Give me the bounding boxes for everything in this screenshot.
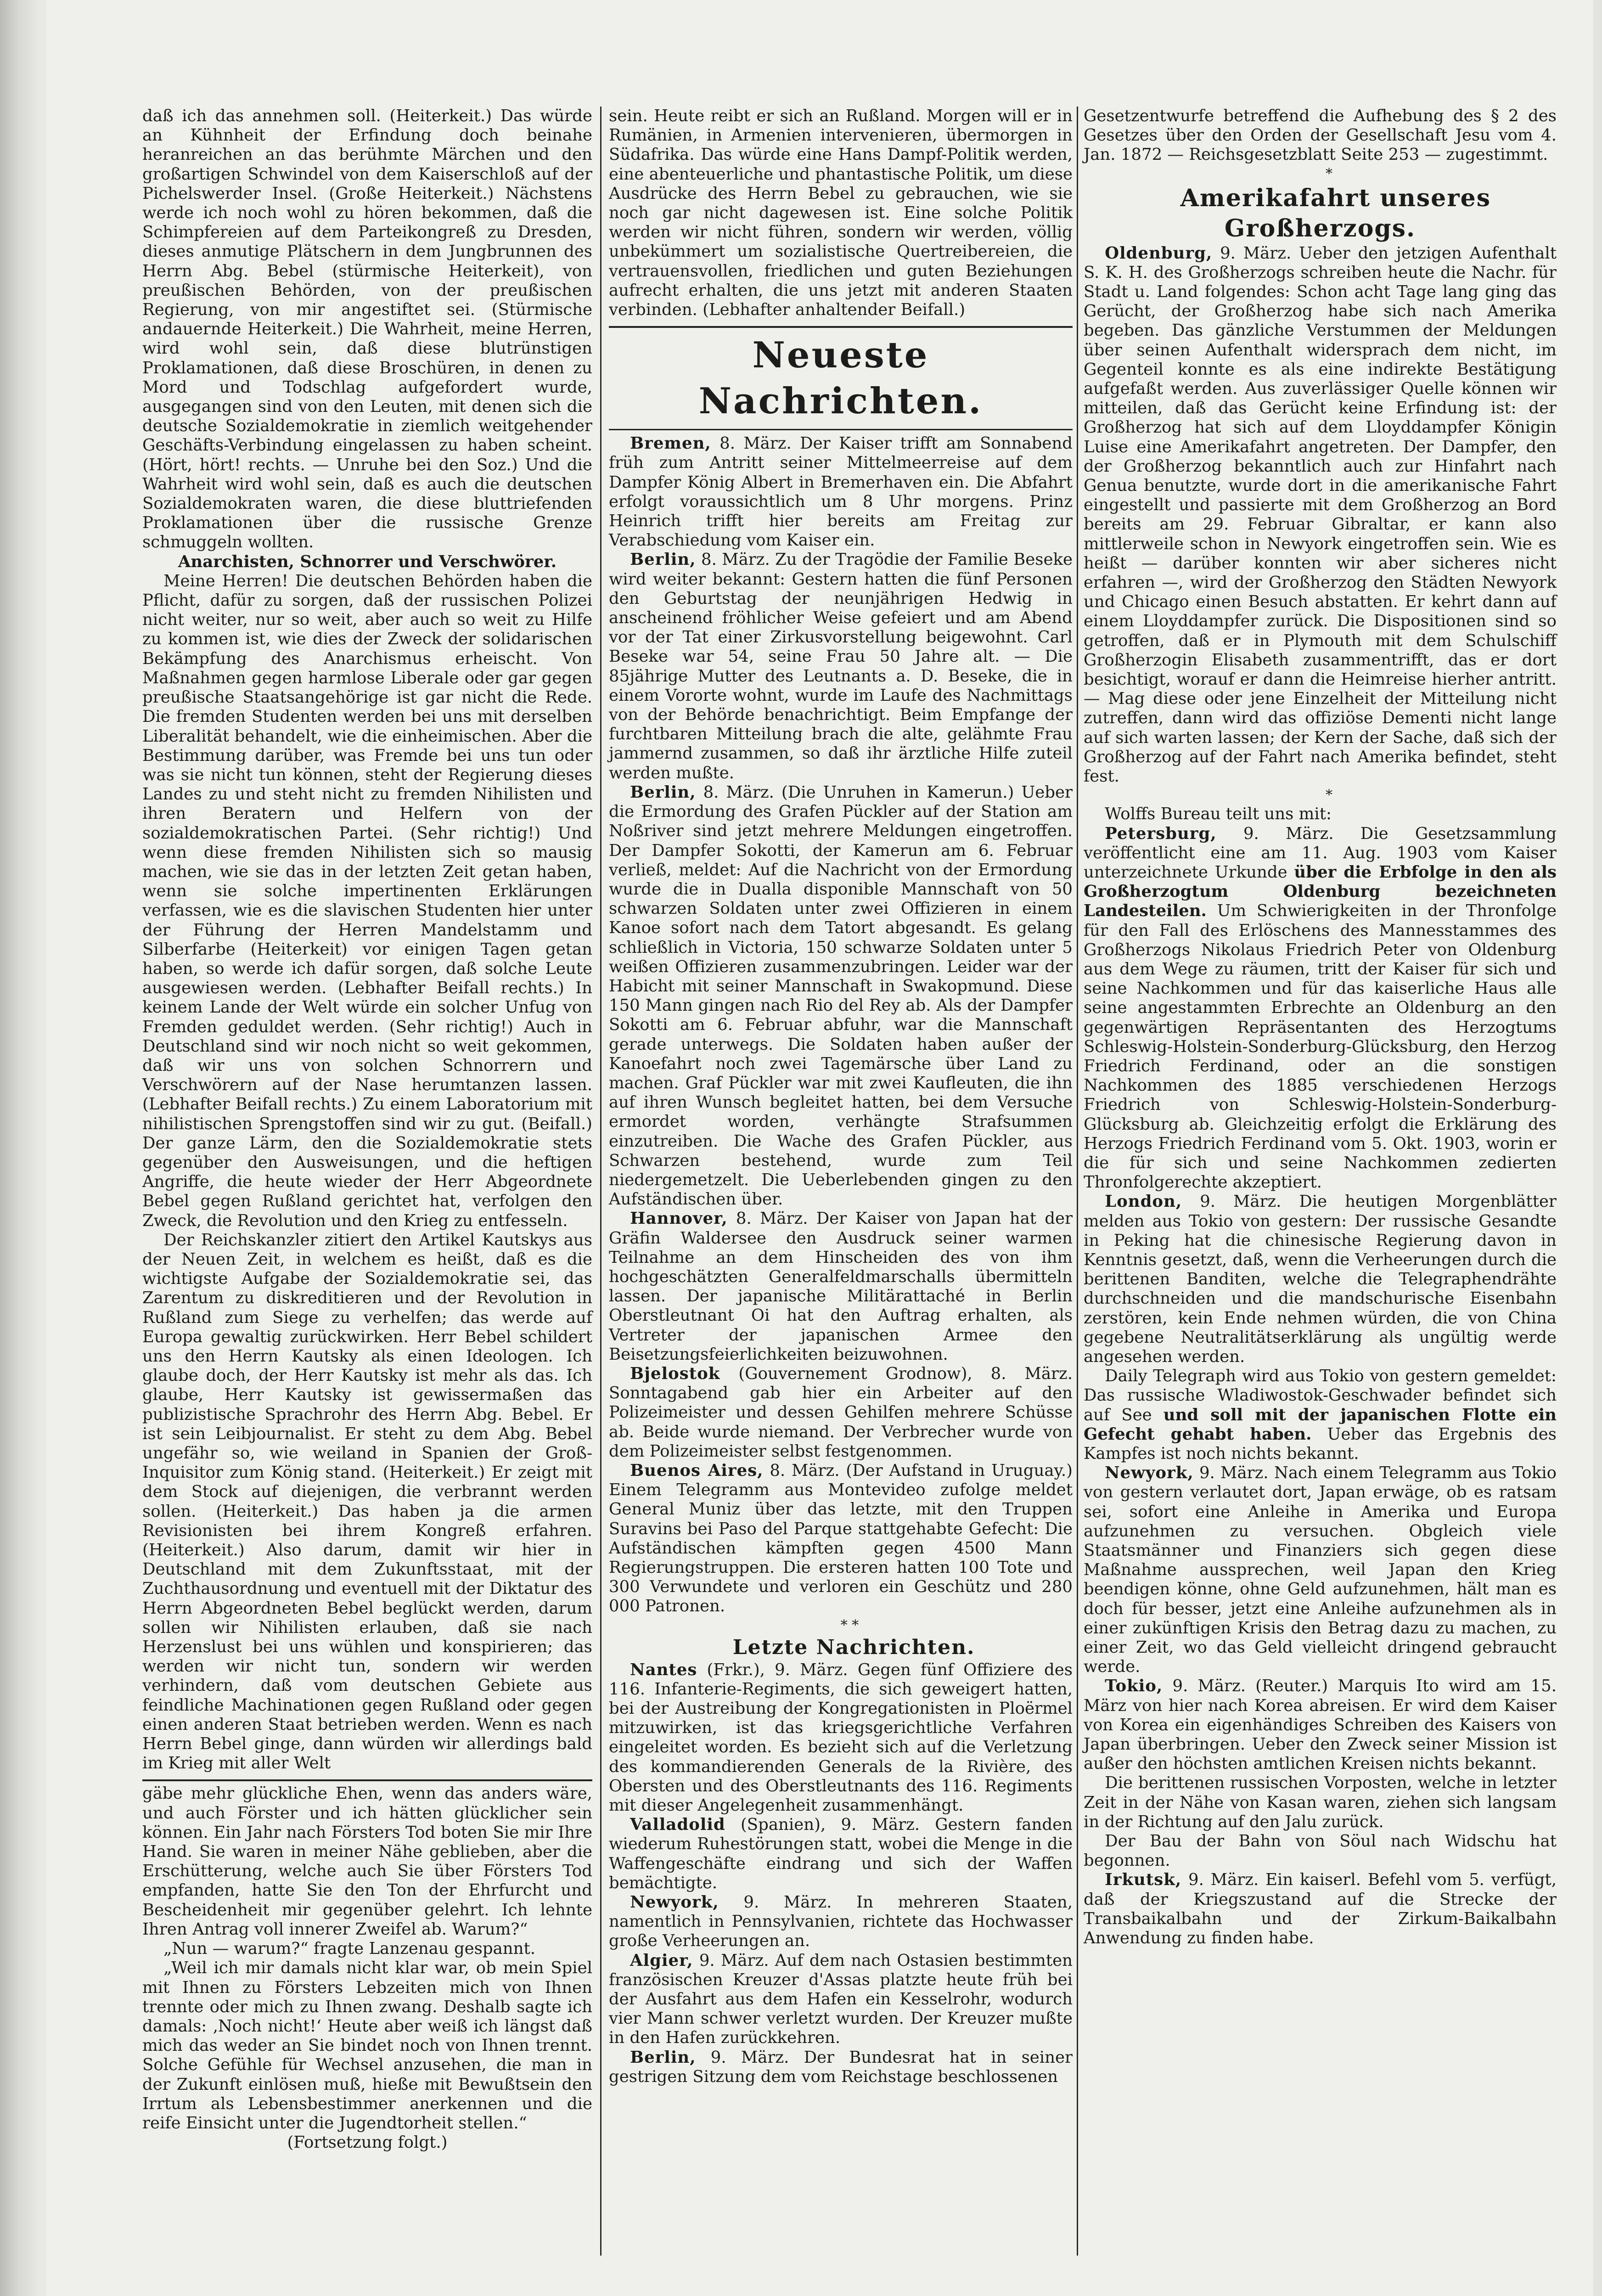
headline-neueste-nachrichten: Neueste Nachrichten.: [698, 334, 983, 422]
dateline-place: Buenos Aires,: [630, 1461, 764, 1480]
column-rule-right: [1077, 107, 1078, 2256]
bold-emphasis: über die Erbfolge in den als Großherzogtum Oldenburg bezeichneten Landesteilen.: [1084, 862, 1557, 921]
news-item: Irkutsk, 9. März. Ein kaiserl. Befehl vom 5. verfügt, daß der Kriegszustand auf die Strecke der Transbaikalbahn und der Zirkum-Baikalbahn Anwendung zu finden habe.: [1084, 1870, 1557, 1948]
column-rule-left: [600, 107, 601, 2256]
dateline-place: Irkutsk,: [1105, 1870, 1182, 1890]
feuilleton-paragraph: „Nun — warum?“ fragte Lanzenau gespannt.: [163, 1939, 536, 1958]
subheading-letzte-nachrichten: Letzte Nachrichten.: [732, 1635, 975, 1659]
heading-amerikafahrt: Amerikafahrt unseres Großherzogs.: [1180, 184, 1491, 242]
dateline-place: Valladolid: [630, 1815, 725, 1835]
news-paragraph: Gesetzentwurfe betreffend die Aufhebung des § 2 des Gesetzes über den Orden der Gesellschaft Jesu vom 4. Jan. 1872 — Reichsgesetzblatt Seite 253 — zugestimmt.: [1084, 107, 1557, 164]
news-item: London, 9. März. Die heutigen Morgenblätter melden aus Tokio von gestern: Der russische Gesandte in Peking hat die chinesische Regierung davon in Kenntnis gesetzt, daß, wenn die Verheerungen durch die berittenen Banditen, welche die Telegraphendrähte durchschneiden und die mandschurische Eisenbahn zerstören, kein Ende nehmen würden, die von China gegebene Neutralitätserklärung als ungültig werde angesehen werden.: [1084, 1192, 1557, 1366]
news-item: Nantes (Frkr.), 9. März. Gegen fünf Offiziere des 116. Infanterie-Regiments, die sich geweigert hatten, bei der Austreibung der Kongregationisten in Ploërmel mitzuwirken, ist das kriegsgerichtliche Verfahren eingeleitet worden. Es bezieht sich auf die Verletzung des kommandierenden Generals de la Rivière, des Obersten und des Oberstleutnants des 116. Regiments mit dieser Angelegenheit zusammenhängt.: [609, 1660, 1073, 1815]
feuilleton-divider: [142, 1779, 592, 1781]
news-item: Bremen, 8. März. Der Kaiser trifft am Sonnabend früh zum Antritt seiner Mittelmeerreise auf dem Dampfer König Albert in Bremerhaven ein. Die Abfahrt erfolgt voraussichtlich um 8 Uhr morgens. Prinz Heinrich trifft hier bereits am Freitag zur Verabschiedung vom Kaiser ein.: [609, 434, 1073, 550]
news-item: Algier, 9. März. Auf dem nach Ostasien bestimmten französischen Kreuzer d'Assas platzte heute früh bei der Ausfahrt aus dem Hafen ein Kesselrohr, wodurch vier Mann schwer verletzt wurden. Der Kreuzer mußte in den Hafen zurückkehren.: [609, 1951, 1073, 2048]
dateline-place: Bremen,: [630, 434, 711, 453]
section-heading: Anarchisten, Schnorrer und Verschwörer.: [178, 552, 557, 571]
news-item: Berlin, 8. März. (Die Unruhen in Kamerun.) Ueber die Ermordung des Grafen Pückler auf der Station am Noßriver sind jetzt mehrere Meldungen eingetroffen. Der Dampfer Sokotti, der Kamerun am 6. Februar verließ, meldet: Auf die Nachricht von der Ermordung wurde die in Dualla disponible Mannschaft von 50 schwarzen Soldaten unter zwei Offizieren in einem Kanoe sofort nach dem Tatort abgesandt. Es gelang schließlich in Victoria, 150 schwarze Soldaten unter 5 weißen Offizieren zusammenzubringen. Leider war der Habicht mit seiner Mannschaft in Swakopmund. Diese 150 Mann gingen nach Rio del Rey ab. Als der Dampfer Sokotti am 6. Februar abfuhr, war die Mannschaft gerade unterwegs. Die Soldaten haben außer der Kanoefahrt noch zwei Tagemärsche über Land zu machen. Graf Pückler war mit zwei Kaufleuten, die ihn auf ihren Wunsch begleitet hatten, bei dem Versuche ermordet worden, verhängte Strafsummen einzutreiben. Die Wache des Grafen Pückler, aus Schwarzen bestehend, wurde zum Teil niedergemetzelt. Die Ueberlebenden gingen zu den Aufständischen über.: [609, 782, 1073, 1209]
speech-paragraph: Meine Herren! Die deutschen Behörden haben die Pflicht, dafür zu sorgen, daß der russischen Polizei nicht weiter, nur so weit, aber auch so weit zu Hilfe zu kommen ist, wie dies der Zweck der solidarischen Bekämpfung des Anarchismus erheischt. Von Maßnahmen gegen harmlose Liberale oder gar gegen preußische Staatsangehörige ist gar nicht die Rede. Die fremden Studenten werden bei uns mit derselben Liberalität behandelt, wie die einheimischen. Aber die Bestimmung darüber, was Fremde bei uns tun oder was sie nicht tun können, steht der Regierung dieses Landes zu und steht nicht zu fremden Nihilisten und ihren Beratern und Helfern von der sozialdemokratischen Partei. (Sehr richtig!) Und wenn diese fremden Nihilisten sich so mausig machen, wie sie das in der letzten Zeit getan haben, wenn sie solche impertinenten Erklärungen verfassen, wie es die slavischen Studenten hier unter der Führung der Herren Mandelstamm und Silberfarbe (Heiterkeit) vor einigen Tagen getan haben, so werde ich dafür sorgen, daß solche Leute ausgewiesen werden. (Lebhafter Beifall rechts.) In keinem Lande der Welt würde ein solcher Unfug von Fremden geduldet werden. (Sehr richtig!) Auch in Deutschland sind wir noch nicht so weit gekommen, daß wir uns von solchen Schnorrern und Verschwörern auf der Nase herumtanzen lassen. (Lebhafter Beifall rechts.) Zu einem Laboratorium mit nihilistischen Sprengstoffen sind wir zu gut. (Beifall.) Der ganze Lärm, den die Sozialdemokratie stets gegenüber den Ausweisungen, und die heftigen Angriffe, die heute wieder der Herr Abgeordnete Bebel gegen Rußland gerichtet hat, verfolgen den Zweck, die Revolution und den Krieg zu entfesseln.: [142, 571, 592, 1230]
speech-paragraph: daß ich das annehmen soll. (Heiterkeit.) Das würde an Kühnheit der Erfindung doch beinahe heranreichen an das berühmte Märchen und den großartigen Schwindel von dem Kaiserschloß auf der Pichelswerder Insel. (Große Heiterkeit.) Nächstens werde ich noch wohl zu hören bekommen, daß die Schimpfereien auf dem Parteikongreß zu Dresden, dieses anmutige Plätschern in dem Jungbrunnen des Herrn Abg. Bebel (stürmische Heiterkeit), von preußischen Behörden, von der preußischen Regierung, von mir angestiftet sei. (Stürmische andauernde Heiterkeit.) Die Wahrheit, meine Herren, wird wohl sein, daß diese blutrünstigen Proklamationen, daß diese Broschüren, in denen zu Mord und Todschlag aufgefordert wurde, ausgegangen sind von den Leuten, mit denen sich die deutsche Sozialdemokratie in ziemlich weitgehender Geschäfts-Verbindung eingelassen zu haben scheint. (Hört, hört! rechts. — Unruhe bei den Soz.) Und die Wahrheit wird wohl sein, daß es auch die deutschen Sozialdemokraten waren, die diese bluttriefenden Proklamationen über die russische Grenze schmuggeln wollten.: [142, 107, 592, 552]
dateline-place: Algier,: [630, 1951, 693, 1970]
wolff-bureau-line: Wolffs Bureau teilt uns mit:: [1105, 805, 1332, 824]
speech-paragraph: sein. Heute reibt er sich an Rußland. Morgen will er in Rumänien, in Armenien intervenieren, übermorgen in Südafrika. Das würde eine Hans Dampf-Politik werden, eine abenteuerliche und phantastische Politik, um diese Ausdrücke des Herrn Bebel zu gebrauchen, wie sie noch gar nicht dagewesen ist. Eine solche Politik werden wir nicht führen, sondern wir werden, völlig unbekümmert um sozialistische Quertreibereien, die vertrauensvollen, friedlichen und guten Beziehungen aufrecht erhalten, die uns jetzt mit anderen Staaten verbinden. (Lebhafter anhaltender Beifall.): [609, 107, 1073, 320]
separator-stars: * *: [840, 1617, 859, 1633]
feuilleton-paragraph: „Weil ich mir damals nicht klar war, ob mein Spiel mit Ihnen zu Försters Lebzeiten mich von Ihnen trennte oder mich zu Ihnen zwang. Deshalb sagte ich damals: ‚Noch nicht!‘ Heute aber weiß ich längst daß mich das weder an Sie bindet noch von Ihnen trennt. Solche Gefühle für Wechsel anzusehen, die man in der Zukunft einlösen muß, hieße mit Bewußtsein den Irrtum als Lebensbestimmer anerkennen und die reife Einsicht unter die Jugendtorheit stellen.“: [142, 1958, 592, 2133]
news-item: Buenos Aires, 8. März. (Der Aufstand in Uruguay.) Einem Telegramm aus Montevideo zufolge meldet General Muniz über das letzte, mit den Truppen Suravins bei Paso del Parque stattgehabte Gefecht: Die Aufständischen kämpften gegen 4500 Mann Regierungstruppen. Die ersteren hatten 100 Tote und 300 Verwundete und verloren ein Geschütz und 280 000 Patronen.: [609, 1461, 1073, 1616]
news-item: Oldenburg, 9. März. Ueber den jetzigen Aufenthalt S. K. H. des Großherzogs schreiben heute die Nachr. für Stadt u. Land folgendes: Schon acht Tage lang ging das Gerücht, der Großherzog habe sich nach Amerika begeben. Das gänzliche Verstummen der Meldungen über seinen Aufenthalt widersprach dem nicht, im Gegenteil konnte es als eine indirekte Bestätigung aufgefaßt werden. Aus zuverlässiger Quelle können wir mitteilen, daß das Gerücht keine Erfindung ist: der Großherzog hat sich auf dem Lloyddampfer Königin Luise eine Amerikafahrt angetreten. Der Dampfer, den der Großherzog bekanntlich auch zur Hinfahrt nach Genua benutzte, wurde dort in die amerikanische Fahrt eingestellt und passierte mit dem Großherzog an Bord bereits am 29. Februar Gibraltar, er kann also mittlerweile schon in Newyork eingetroffen sein. Wie es heißt — darüber konnten wir aber sicheres nicht erfahren —, wird der Großherzog den Städten Newyork und Chicago einen Besuch abstatten. Er kehrt dann auf einem Lloyddampfer zurück. Die Dispositionen sind so getroffen, daß er in Plymouth mit dem Schulschiff Großherzogin Elisabeth zusammentrifft, das er dort besichtigt, worauf er dann die Heimreise hierher antritt. — Mag diese oder jene Einzelheit der Mitteilung nicht zutreffen, dann wird das offiziöse Dementi nicht lange auf sich warten lassen; der Kern der Sache, daß sich der Großherzog auf der Fahrt nach Amerika befindet, steht fest.: [1084, 243, 1557, 786]
dateline-place: Petersburg,: [1105, 824, 1217, 843]
separator-star: *: [1326, 165, 1332, 182]
dateline-place: Berlin,: [630, 2048, 696, 2067]
dateline-place: Bjelostok: [630, 1364, 720, 1383]
dateline-place: London,: [1105, 1192, 1182, 1211]
news-item: Valladolid (Spanien), 9. März. Gestern fanden wiederum Ruhestörungen statt, wobei die Menge in die Waffengeschäfte eindrang und sich der Waffen bemächtigte.: [609, 1815, 1073, 1892]
headline-divider: [609, 429, 1073, 430]
column-2: [609, 107, 1073, 2087]
dateline-place: Newyork,: [630, 1893, 719, 1912]
bold-emphasis: und soll mit der japanischen Flotte ein Gefecht gehabt haben.: [1084, 1405, 1557, 1444]
dateline-place: Oldenburg,: [1105, 243, 1213, 263]
feuilleton-paragraph: gäbe mehr glückliche Ehen, wenn das anders wäre, und auch Förster und ich hätten glücklicher sein können. Ein Jahr nach Försters Tod boten Sie mir Ihre Hand. Sie waren in meiner Nähe geblieben, aber die Erschütterung, welche auch Sie über Försters Tod empfanden, hatte Sie den Ton der Ehrfurcht und Bescheidenheit mir gegenüber gelehrt. Ich lehnte Ihren Antrag voll innerer Zweifel ab. Warum?“: [142, 1784, 592, 1939]
news-item: Newyork, 9. März. Nach einem Telegramm aus Tokio von gestern verlautet dort, Japan erwäge, ob es ratsam sei, sofort eine Anleihe in Amerika und Europa aufzunehmen zu versuchen. Obgleich viele Staatsmänner und Finanziers sich gegen diese Maßnahme aussprechen, weil Japan den Krieg beendigen könne, ohne Geld aufzunehmen, hält man es doch für besser, jetzt eine Anleihe aufzunehmen als in einer zukünftigen Krisis den Betrag dazu zu machen, zu einer Zeit, wo das Geld vielleicht dringend gebraucht werde.: [1084, 1463, 1557, 1677]
continuation-note: (Fortsetzung folgt.): [287, 2133, 448, 2152]
news-paragraph: Die berittenen russischen Vorposten, welche in letzter Zeit in der Nähe von Kasan waren, ziehen sich langsam in der Richtung auf den Jalu zurück.: [1084, 1773, 1557, 1831]
separator-star: *: [1326, 787, 1332, 804]
dateline-place: Nantes: [630, 1660, 697, 1679]
speech-paragraph: Der Reichskanzler zitiert den Artikel Kautskys aus der Neuen Zeit, in welchem es heißt, daß es die wichtigste Aufgabe der Sozialdemokratie sei, das Zarentum zu diskreditieren und der Revolution in Rußland zum Siege zu verhelfen; das werde auf Europa gewaltig zurückwirken. Herr Bebel schildert uns den Herrn Kautsky als einen Ideologen. Ich glaube doch, der Herr Kautsky ist mehr als das. Ich glaube, Herr Kautsky ist gewissermaßen das publizistische Sprachrohr des Herrn Abg. Bebel. Er ist sein Leibjournalist. Er steht zu dem Abg. Bebel ungefähr so, wie weiland in Spanien der Groß-Inquisitor zum König stand. (Heiterkeit.) Er zeigt mit dem Stock auf diejenigen, die verbrannt werden sollen. (Heiterkeit.) Das haben ja die armen Revisionisten bei ihrem Kongreß erfahren. (Heiterkeit.) Also darum, damit wir hier in Deutschland mit dem Zukunftsstaat, mit der Zuchthausordnung und eventuell mit der Diktatur des Herrn Abgeordneten Bebel beglückt werden, darum sollen wir Nihilisten erlauben, daß sie nach Herzenslust bei uns wühlen und konspirieren; das werden wir nicht tun, sondern wir werden verhindern, daß vom deutschen Gebiete aus feindliche Machinationen gegen Rußland oder gegen einen anderen Staat betrieben werden. Wenn es nach Herrn Bebel ginge, dann würden wir allerdings bald im Krieg mit aller Welt: [142, 1230, 592, 1773]
news-item: Newyork, 9. März. In mehreren Staaten, namentlich in Pennsylvanien, richtete das Hochwasser große Verheerungen an.: [609, 1893, 1073, 1951]
news-item: Tokio, 9. März. (Reuter.) Marquis Ito wird am 15. März von hier nach Korea abreisen. Er wird dem Kaiser von Korea ein eigenhändiges Schreiben des Kaisers von Japan überbringen. Ueber den Zweck seiner Mission ist außer den höchsten amtlichen Kreisen nichts bekannt.: [1084, 1677, 1557, 1773]
dateline-place: Berlin,: [630, 550, 696, 569]
dateline-place: Berlin,: [630, 782, 696, 802]
column-1: [142, 107, 592, 2152]
section-divider: [609, 326, 1073, 328]
news-item: Berlin, 9. März. Der Bundesrat hat in seiner gestrigen Sitzung dem vom Reichstage beschlossenen: [609, 2048, 1073, 2086]
dateline-place: Hannover,: [630, 1209, 728, 1228]
news-item: Petersburg, 9. März. Die Gesetzsammlung veröffentlicht eine am 11. Aug. 1903 vom Kaiser unterzeichnete Urkunde über die Erbfolge in den als Großherzogtum Oldenburg bezeichneten Landesteilen. Um Schwierigkeiten in der Thronfolge für den Fall des Erlöschens des Mannesstammes des Großherzogs Nikolaus Friedrich Peter von Oldenburg aus dem Wege zu räumen, tritt der Kaiser für sich und seine Nachkommen und für das kaiserliche Haus alle seine angestammten Erbrechte an Oldenburg an den gegenwärtigen Repräsentanten des Herzogtums Schleswig-Holstein-Sonderburg-Glücksburg, den Herzog Friedrich Ferdinand, oder an die sonstigen Nachkommen des 1885 verschiedenen Herzogs Friedrich von Schleswig-Holstein-Sonderburg-Glücksburg ab. Gleichzeitig erfolgt die Erklärung des Herzogs Friedrich Ferdinand vom 5. Okt. 1903, worin er die für sich und seine Nachkommen zedierten Thronfolgerechte akzeptiert.: [1084, 824, 1557, 1192]
column-3: [1084, 107, 1557, 1948]
news-item: Bjelostok (Gouvernement Grodnow), 8. März. Sonntagabend gab hier ein Arbeiter auf den Polizeimeister und dessen Gehilfen mehrere Schüsse ab. Beide wurde niemand. Der Verbrecher wurde von dem Polizeimeister selbst festgenommen.: [609, 1364, 1073, 1461]
dateline-place: Newyork,: [1105, 1463, 1194, 1483]
news-item: Daily Telegraph wird aus Tokio von gestern gemeldet: Das russische Wladiwostok-Geschwader befindet sich auf See und soll mit der japanischen Flotte ein Gefecht gehabt haben. Ueber das Ergebnis des Kampfes ist noch nichts bekannt.: [1084, 1367, 1557, 1463]
dateline-place: Tokio,: [1105, 1677, 1163, 1696]
news-paragraph: Der Bau der Bahn von Söul nach Widschu hat begonnen.: [1084, 1832, 1557, 1870]
news-item: Hannover, 8. März. Der Kaiser von Japan hat der Gräfin Waldersee den Ausdruck seiner warmen Teilnahme an dem Hinscheiden des von ihm hochgeschätzten Generalfeldmarschalls übermitteln lassen. Der japanische Militärattaché in Berlin Oberstleutnant Oi hat den Auftrag erhalten, als Vertreter der japanischen Armee den Beisetzungsfeierlichkeiten beizuwohnen.: [609, 1209, 1073, 1364]
news-item: Berlin, 8. März. Zu der Tragödie der Familie Beseke wird weiter bekannt: Gestern hatten die fünf Personen den Geburtstag der neunjährigen Hedwig in anscheinend fröhlicher Weise gefeiert und am Abend vor der Tat einer Zirkusvorstellung beigewohnt. Carl Beseke war 54, seine Frau 50 Jahre alt. — Die 85jährige Mutter des Leutnants a. D. Beseke, die in einem Vororte wohnt, wurde im Laufe des Nachmittags von der Behörde benachrichtigt. Beim Empfange der furchtbaren Mitteilung brach die alte, gelähmte Frau jammernd zusammen, so daß ihr ärztliche Hilfe zuteil werden mußte.: [609, 550, 1073, 782]
